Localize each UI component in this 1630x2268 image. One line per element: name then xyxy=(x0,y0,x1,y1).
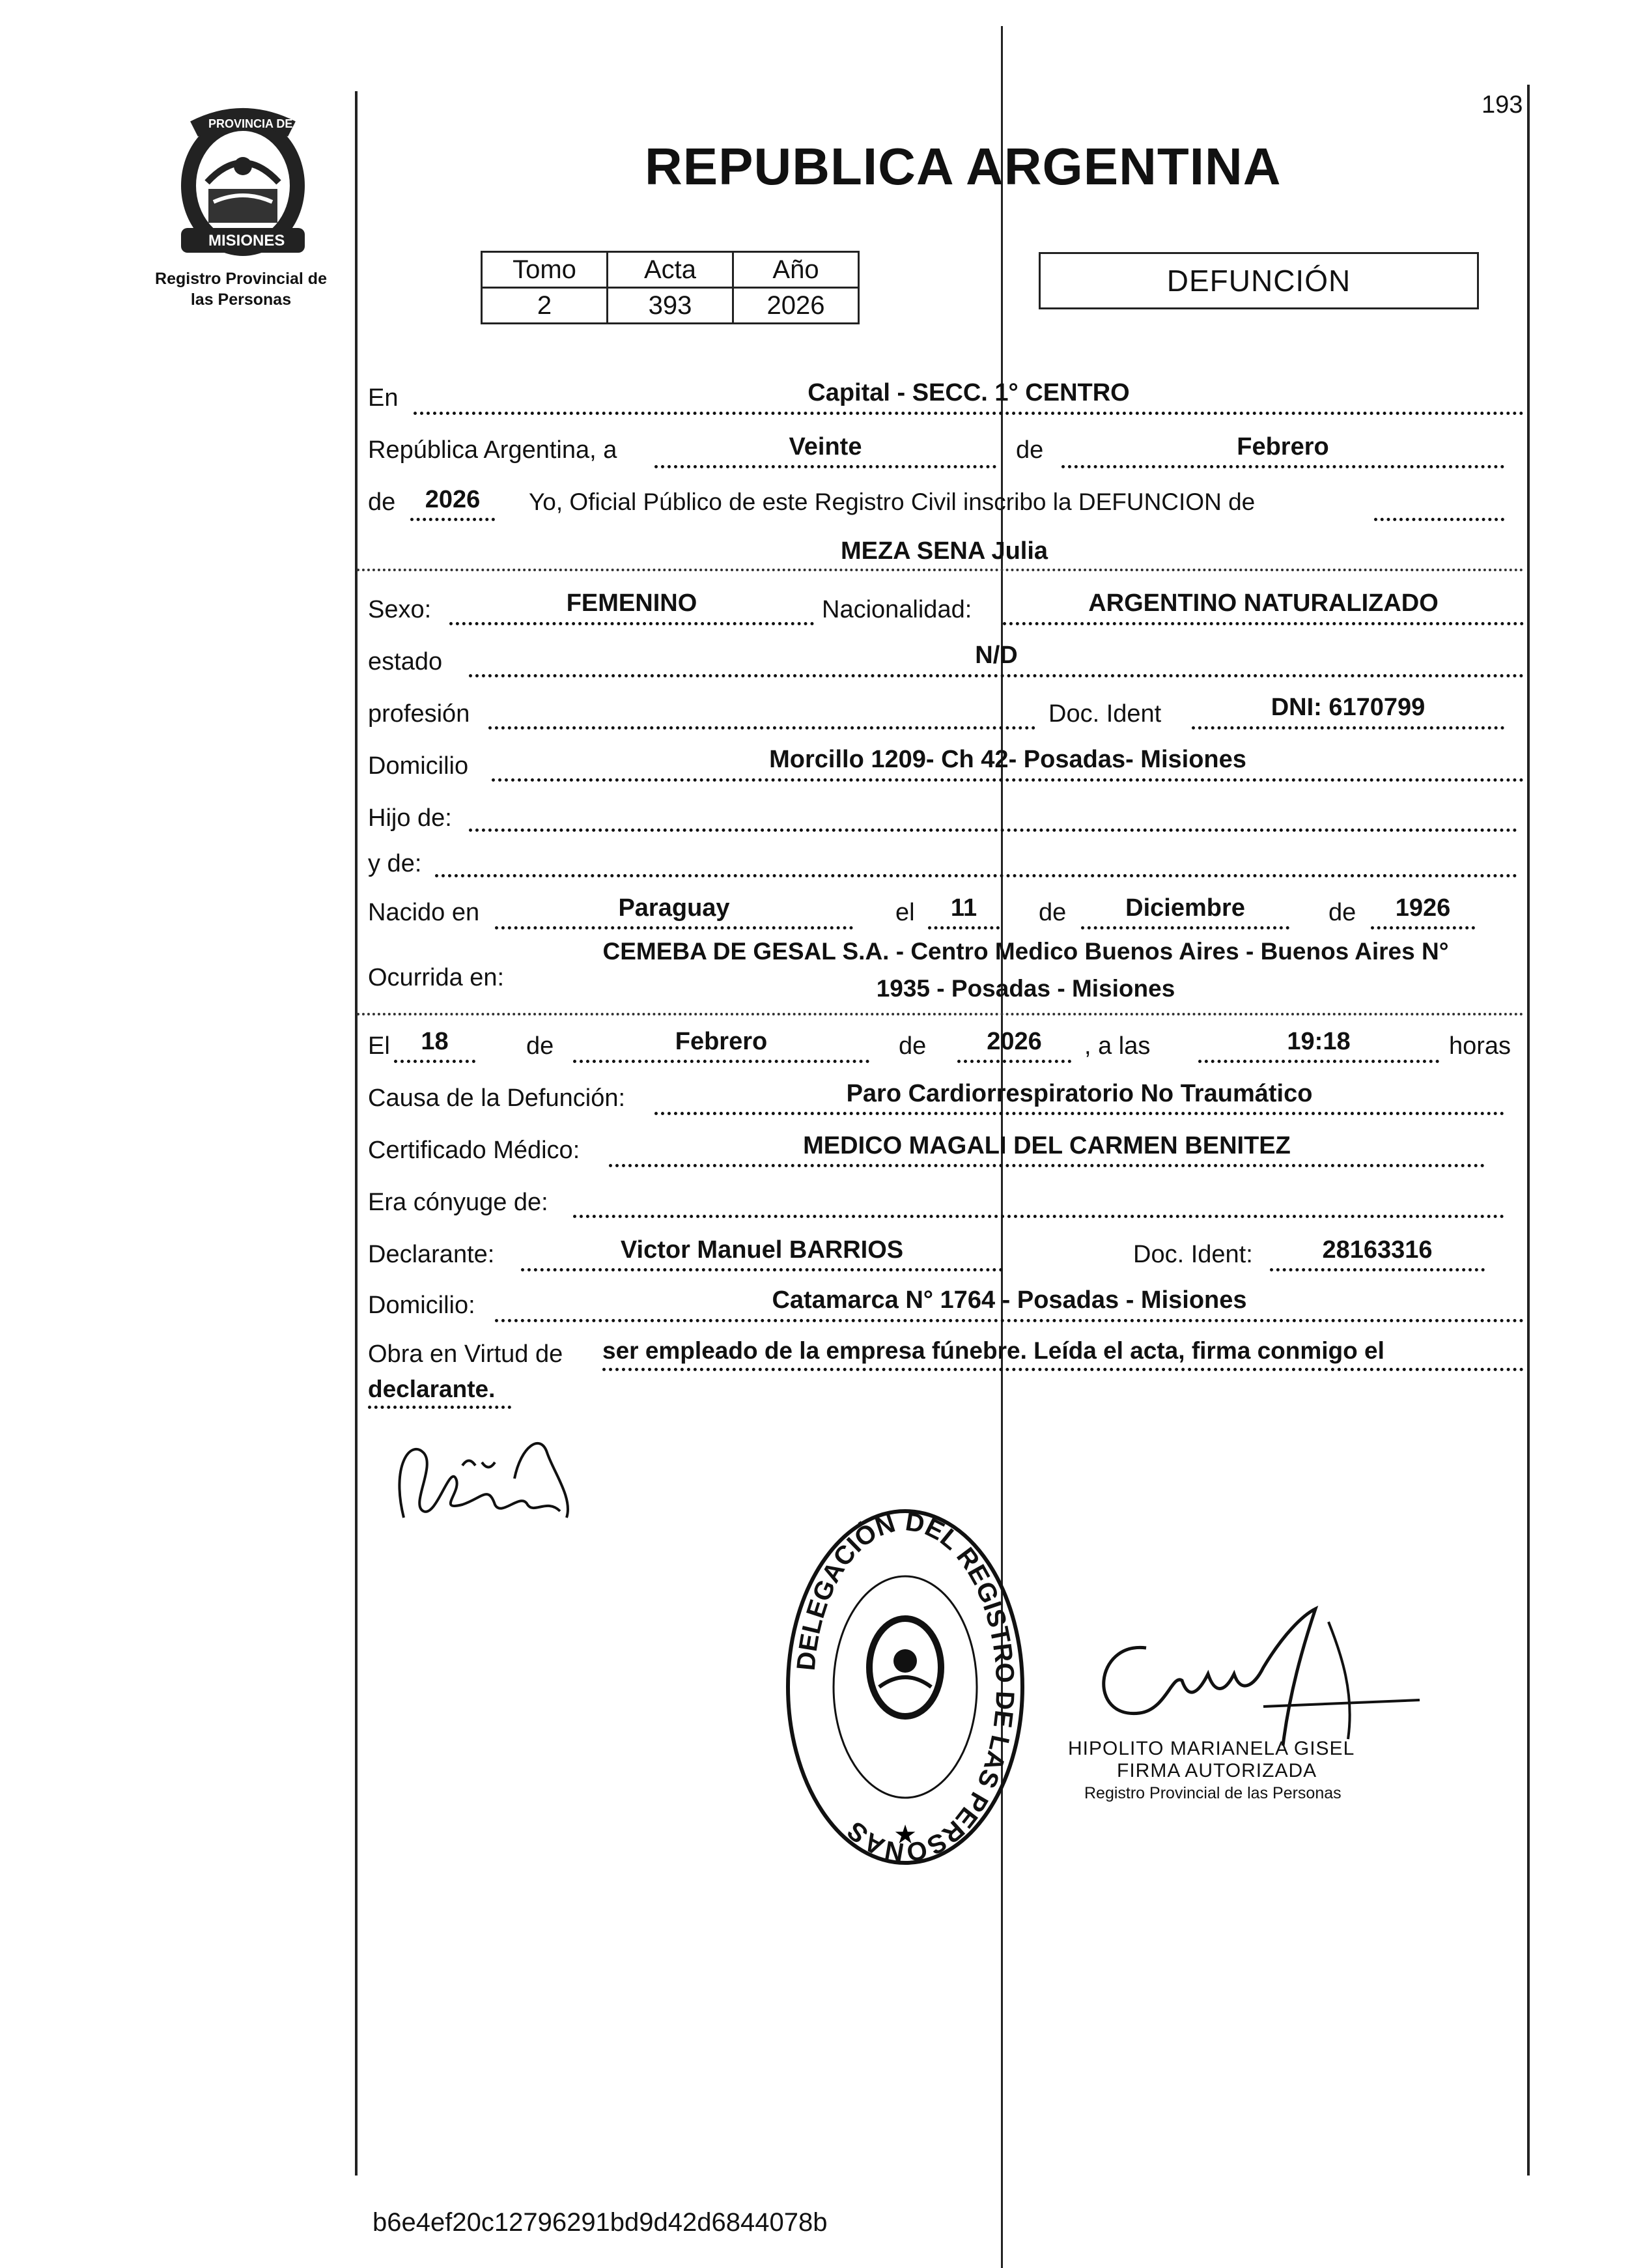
decl-doc-label: Doc. Ident: xyxy=(1133,1241,1253,1268)
doc-ident-dots xyxy=(1192,726,1504,730)
death-de1-label: de xyxy=(526,1032,554,1060)
provincial-emblem xyxy=(168,104,318,261)
declarante-value: Victor Manuel BARRIOS xyxy=(620,1236,904,1264)
causa-label: Causa de la Defunción: xyxy=(368,1084,626,1112)
day-value: Veinte xyxy=(789,433,862,461)
obra-dots-1 xyxy=(602,1368,1524,1371)
declarante-dots xyxy=(521,1268,1003,1271)
page-title: REPUBLICA ARGENTINA xyxy=(645,137,1282,195)
page-number: 193 xyxy=(1482,91,1523,119)
record-index-header-row xyxy=(482,252,859,288)
day-dots xyxy=(654,465,996,468)
death-month-value: Febrero xyxy=(675,1028,768,1055)
oficial-dots xyxy=(1374,518,1504,521)
month-de-label: de xyxy=(1016,436,1044,464)
seal-ring-text: DELEGACIÓN DEL REGISTRO DE LAS PERSONAS xyxy=(791,1507,1020,1867)
svg-text:DELEGACIÓN DEL REGISTRO DE LAS xyxy=(792,1507,1020,1867)
nacido-label: Nacido en xyxy=(368,899,480,926)
declarant-signature xyxy=(384,1426,580,1531)
certificado-value: MEDICO MAGALI DEL CARMEN BENITEZ xyxy=(803,1132,1291,1159)
domicilio-label: Domicilio xyxy=(368,752,469,780)
decl-doc-value: 28163316 xyxy=(1322,1236,1433,1264)
nacido-dots xyxy=(495,926,853,929)
nacido-value: Paraguay xyxy=(618,894,730,922)
ocurrida-line1: CEMEBA DE GESAL S.A. - Centro Medico Buenos Aires - Buenos Aires N° xyxy=(602,938,1449,965)
nacionalidad-label: Nacionalidad: xyxy=(822,596,972,623)
obra-value-line1: ser empleado de la empresa fúnebre. Leída el acta, firma conmigo el xyxy=(602,1337,1384,1364)
birth-de2-label: de xyxy=(1328,899,1356,926)
signature-block xyxy=(1068,1738,1355,1804)
declarante-label: Declarante: xyxy=(368,1241,495,1268)
registry-label-line2: las Personas xyxy=(190,291,292,309)
estado-dots xyxy=(469,674,1524,677)
profesion-label: profesión xyxy=(368,700,470,728)
causa-value: Paro Cardiorrespiratorio No Traumático xyxy=(846,1080,1313,1107)
causa-dots xyxy=(654,1112,1504,1115)
death-time-value: 19:18 xyxy=(1287,1028,1351,1055)
acta-header: Acta xyxy=(608,252,733,288)
death-year-value: 2026 xyxy=(987,1028,1042,1055)
death-de2-label: de xyxy=(899,1032,927,1060)
tomo-value: 2 xyxy=(482,288,608,324)
birth-day-value: 11 xyxy=(950,894,977,922)
sexo-dots xyxy=(449,622,814,625)
obra-dots-2 xyxy=(368,1406,511,1409)
death-el-label: El xyxy=(368,1032,390,1060)
y-de-dots xyxy=(435,874,1517,877)
domicilio-value: Morcillo 1209- Ch 42- Posadas- Misiones xyxy=(769,746,1246,773)
anio-value: 2026 xyxy=(733,288,859,324)
oficial-text: Yo, Oficial Público de este Registro Civil inscribo la DEFUNCION de xyxy=(529,489,1256,515)
alas-label: , a las xyxy=(1084,1032,1151,1060)
certificado-dots xyxy=(609,1164,1485,1167)
certificado-label: Certificado Médico: xyxy=(368,1137,580,1164)
birth-month-value: Diciembre xyxy=(1125,894,1245,922)
record-index-table xyxy=(481,251,860,324)
republica-label: República Argentina, a xyxy=(368,436,617,464)
birth-year-value: 1926 xyxy=(1395,894,1451,922)
doc-ident-label: Doc. Ident xyxy=(1048,700,1162,728)
y-de-label: y de: xyxy=(368,850,422,877)
death-time-dots xyxy=(1198,1060,1439,1063)
sexo-label: Sexo: xyxy=(368,596,432,623)
left-margin-line xyxy=(355,91,358,2176)
ocurrida-label: Ocurrida en: xyxy=(368,964,505,991)
year-value: 2026 xyxy=(425,486,481,513)
en-value: Capital - SECC. 1° CENTRO xyxy=(808,379,1130,406)
signatory-role: FIRMA AUTORIZADA xyxy=(1117,1760,1317,1781)
domicilio-dots xyxy=(492,778,1524,782)
signatory-name: HIPOLITO MARIANELA GISEL xyxy=(1068,1738,1355,1759)
registry-label-line1: Registro Provincial de xyxy=(155,270,327,288)
horas-label: horas xyxy=(1449,1032,1511,1060)
sexo-value: FEMENINO xyxy=(566,589,697,617)
birth-de1-label: de xyxy=(1039,899,1067,926)
decl-domicilio-dots xyxy=(495,1319,1524,1322)
ocurrida-line2: 1935 - Posadas - Misiones xyxy=(876,975,1175,1002)
birth-day-dots xyxy=(928,926,1000,929)
birth-year-dots xyxy=(1371,926,1475,929)
record-index-value-row xyxy=(482,288,859,324)
nacionalidad-dots xyxy=(1003,622,1524,625)
conyuge-dots xyxy=(573,1215,1504,1218)
decl-domicilio-value: Catamarca N° 1764 - Posadas - Misiones xyxy=(772,1286,1247,1314)
anio-header: Año xyxy=(733,252,859,288)
row-separator xyxy=(357,569,1524,571)
hijo-label: Hijo de: xyxy=(368,804,452,832)
birth-month-dots xyxy=(1081,926,1289,929)
svg-text:★: ★ xyxy=(893,1820,917,1850)
death-day-dots xyxy=(394,1060,475,1063)
hijo-dots xyxy=(469,829,1517,832)
nacionalidad-value: ARGENTINO NATURALIZADO xyxy=(1088,589,1439,617)
estado-label: estado xyxy=(368,648,443,675)
row-separator xyxy=(357,1013,1524,1015)
obra-label: Obra en Virtud de xyxy=(368,1340,563,1368)
official-seal xyxy=(781,1505,1029,1869)
year-dots xyxy=(410,518,495,521)
signatory-institution: Registro Provincial de las Personas xyxy=(1084,1784,1342,1802)
month-value: Febrero xyxy=(1237,433,1329,461)
estado-value: N/D xyxy=(975,642,1018,669)
death-year-dots xyxy=(957,1060,1071,1063)
emblem-text-bottom: MISIONES xyxy=(208,232,285,249)
decl-doc-dots xyxy=(1270,1268,1485,1271)
death-month-dots xyxy=(573,1060,869,1063)
conyuge-label: Era cónyuge de: xyxy=(368,1189,548,1216)
decl-domicilio-label: Domicilio: xyxy=(368,1292,475,1319)
emblem-text-top: PROVINCIA DE xyxy=(208,117,293,130)
doc-ident-value: DNI: 6170799 xyxy=(1271,694,1426,721)
death-day-value: 18 xyxy=(421,1028,449,1055)
registry-label xyxy=(133,268,348,310)
acta-value: 393 xyxy=(608,288,733,324)
profesion-dots xyxy=(488,726,1035,730)
obra-value-line2: declarante. xyxy=(368,1376,496,1402)
right-margin-line xyxy=(1527,85,1530,2176)
year-de-label: de xyxy=(368,489,396,516)
tomo-header: Tomo xyxy=(482,252,608,288)
month-dots xyxy=(1061,465,1504,468)
en-label: En xyxy=(368,384,399,412)
document-hash: b6e4ef20c12796291bd9d42d6844078b xyxy=(372,2208,828,2237)
en-dots xyxy=(414,412,1524,415)
record-type-box: DEFUNCIÓN xyxy=(1039,252,1479,309)
birth-el-label: el xyxy=(895,899,915,926)
deceased-name: MEZA SENA Julia xyxy=(840,537,1048,565)
